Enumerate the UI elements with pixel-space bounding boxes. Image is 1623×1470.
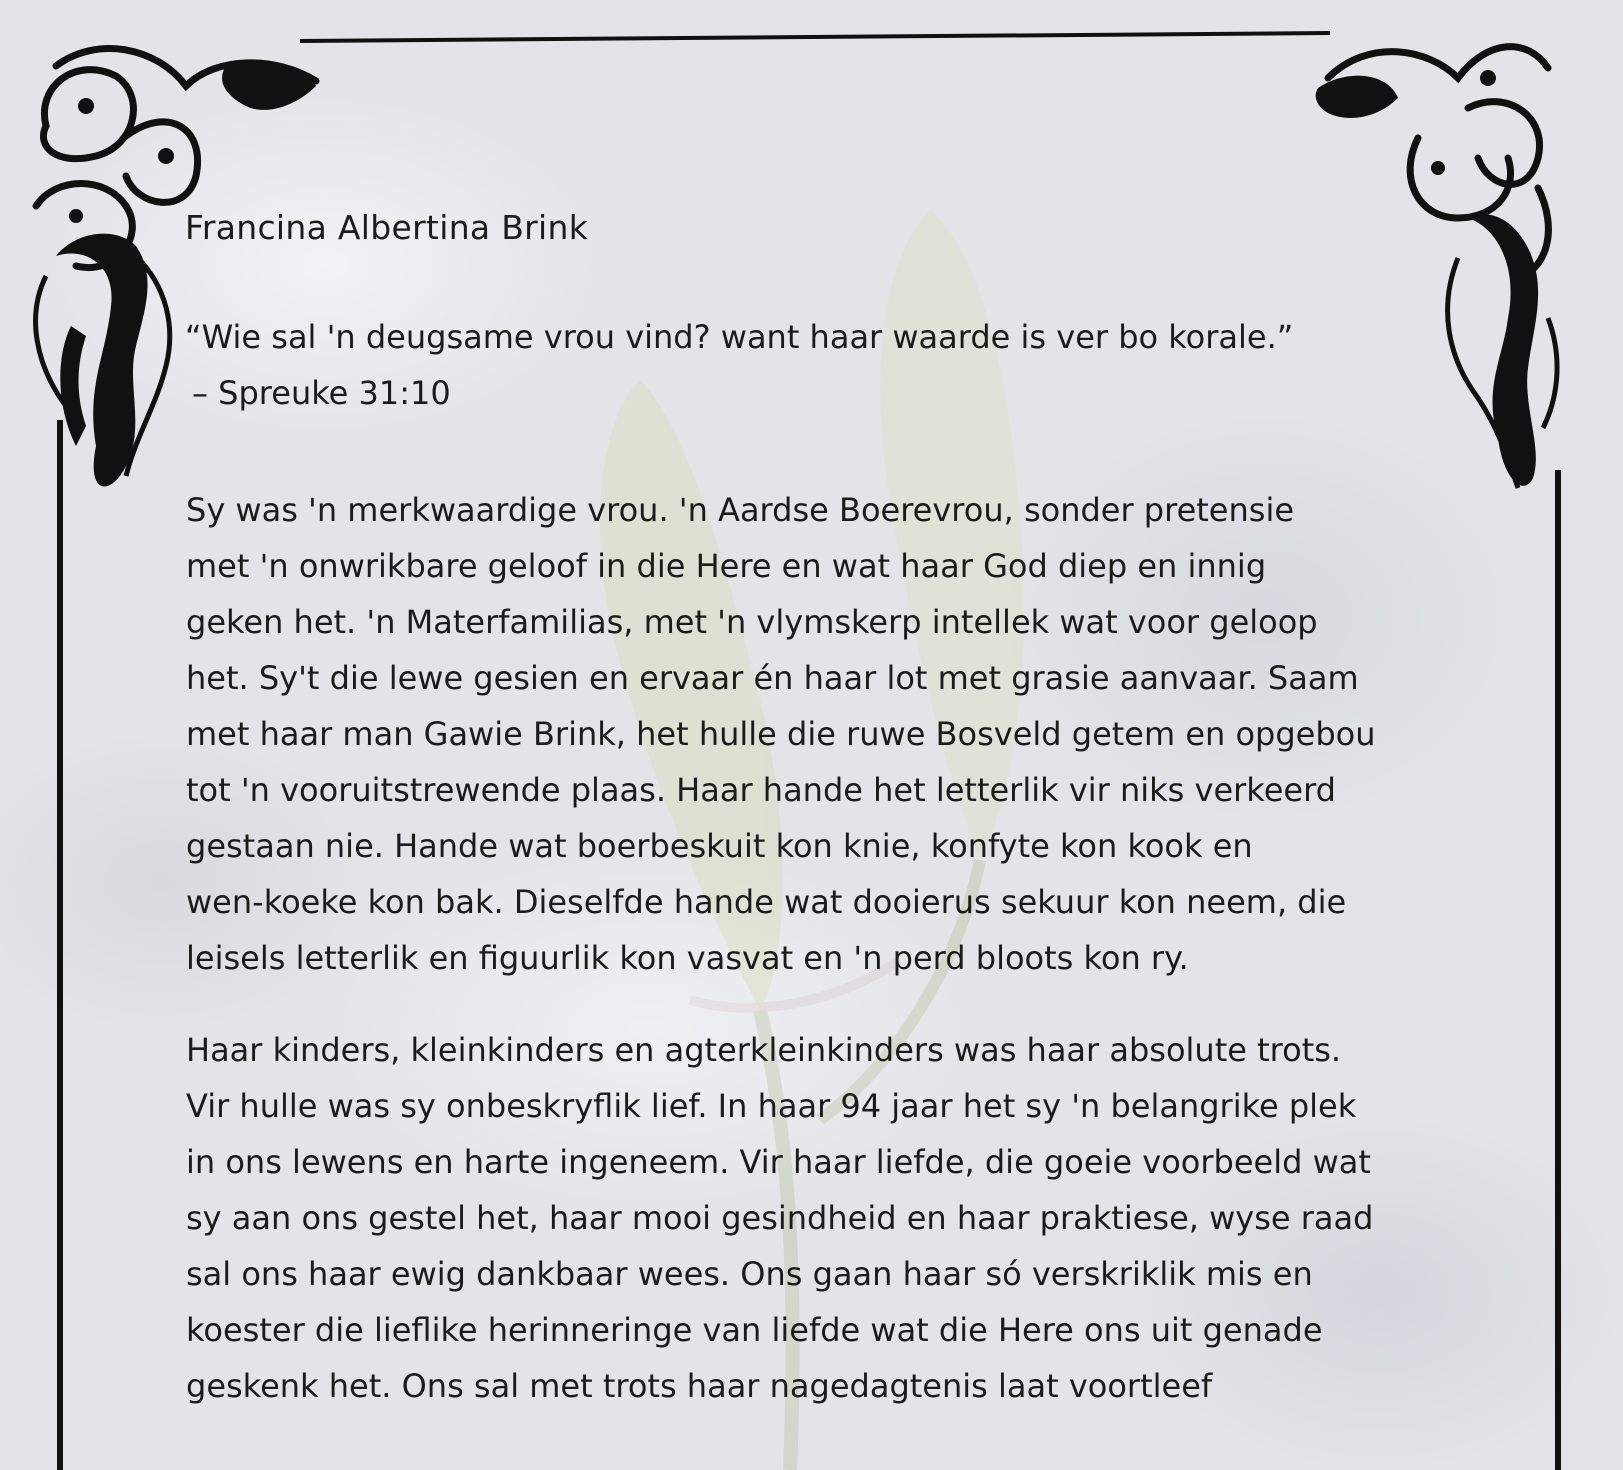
ribbon-bow-ornament [1308, 18, 1568, 518]
tribute-paragraph-1 [186, 482, 1486, 986]
paragraph-line: met haar man Gawie Brink, het hulle die ruwe Bosveld getem en opgebou [186, 715, 1376, 753]
paragraph-line: Vir hulle was sy onbeskryflik lief. In haar 94 jaar het sy 'n belangrike plek [186, 1087, 1357, 1125]
paragraph-line: het. Sy't die lewe gesien en ervaar én haar lot met grasie aanvaar. Saam [186, 659, 1359, 697]
bible-quote: “Wie sal 'n deugsame vrou vind? want haar waarde is ver bo korale.” [185, 318, 1294, 356]
quote-reference: – Spreuke 31:10 [192, 374, 451, 412]
paragraph-line: met 'n onwrikbare geloof in die Here en wat haar God diep en innig [186, 547, 1267, 585]
paragraph-line: leisels letterlik en figuurlik kon vasvat en 'n perd bloots kon ry. [186, 939, 1189, 977]
paragraph-line: geskenk het. Ons sal met trots haar nagedagtenis laat voortleef [186, 1367, 1213, 1405]
tribute-paragraph-2 [186, 1022, 1486, 1414]
paragraph-line: sy aan ons gestel het, haar mooi gesindheid en haar praktiese, wyse raad [186, 1199, 1374, 1237]
paragraph-line: in ons lewens en harte ingeneem. Vir haar liefde, die goeie voorbeeld wat [186, 1143, 1371, 1181]
paragraph-line: tot 'n vooruitstrewende plaas. Haar hande het letterlik vir niks verkeerd [186, 771, 1336, 809]
deceased-name: Francina Albertina Brink [185, 208, 589, 247]
paragraph-line: wen-koeke kon bak. Dieselfde hande wat dooierus sekuur kon neem, die [186, 883, 1347, 921]
paragraph-line: koester die lieflike herinneringe van liefde wat die Here ons uit genade [186, 1311, 1323, 1349]
paragraph-line: gestaan nie. Hande wat boerbeskuit kon knie, konfyte kon kook en [186, 827, 1253, 865]
paragraph-line: Sy was 'n merkwaardige vrou. 'n Aardse Boerevrou, sonder pretensie [186, 491, 1295, 529]
paragraph-line: geken het. 'n Materfamilias, met 'n vlymskerp intellek wat voor geloop [186, 603, 1318, 641]
paragraph-line: Haar kinders, kleinkinders en agterkleinkinders was haar absolute trots. [186, 1031, 1342, 1069]
ribbon-bow-ornament [16, 26, 336, 516]
paragraph-line: sal ons haar ewig dankbaar wees. Ons gaan haar só verskriklik mis en [186, 1255, 1313, 1293]
